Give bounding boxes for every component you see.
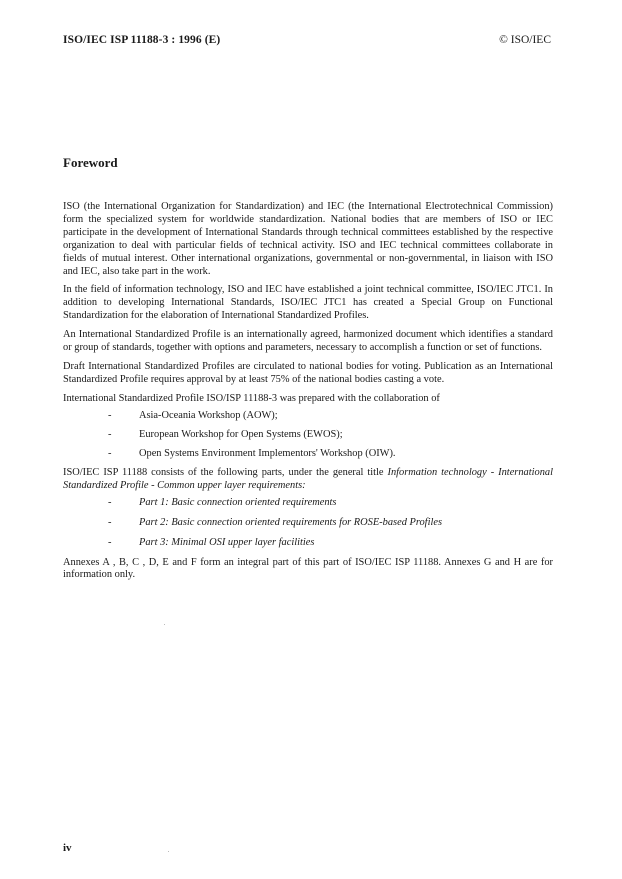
workshop-aow: Asia-Oceania Workshop (AOW);: [139, 409, 278, 421]
part-2: Part 2: Basic connection oriented requirements for ROSE-based Profiles: [139, 516, 443, 528]
parts-list: [63, 497, 553, 550]
list-item: [63, 517, 553, 530]
paragraph-voting: Draft International Standardized Profiles are circulated to national bodies for voting. Publication as an International Standardized Profile requires approval by at least 75% of the national bodies casting a vote.: [63, 360, 553, 385]
dash-bullet: -: [108, 409, 112, 421]
dash-bullet: -: [108, 447, 112, 459]
dash-bullet: -: [108, 496, 112, 508]
scan-speck: [168, 851, 169, 852]
general-title: Information technology - International Standardized Profile - Common upper layer requirements:: [63, 466, 553, 491]
dash-bullet: -: [108, 428, 112, 440]
scan-speck: [164, 624, 165, 625]
paragraph-iso-iec-intro: ISO (the International Organization for Standardization) and IEC (the International Electrotechnical Commission) form the specialized system for worldwide standardization. National bodies that are members of ISO or IEC participate in the development of International Standards through technical committees established by the respective organization to deal with particular fields of technical activity. ISO and IEC technical committees collaborate in fields of mutual interest. Other international organizations, governmental or non-governmental, in liaison with ISO and IEC, also take part in the work.: [63, 201, 553, 277]
part-3: Part 3: Minimal OSI upper layer facilities: [139, 536, 315, 548]
paragraph-parts-intro: [63, 467, 553, 493]
paragraph-isp-definition: An International Standardized Profile is an internationally agreed, harmonized document which identifies a standard or group of standards, together with options and parameters, necessary to accomplish a function or set of functions.: [63, 329, 553, 354]
list-item: [63, 448, 553, 461]
workshop-oiw: Open Systems Environment Implementors' Workshop (OIW).: [139, 447, 396, 459]
paragraph-jtc1: In the field of information technology, ISO and IEC have established a joint technical committee, ISO/IEC JTC1. In addition to developing International Standards, ISO/IEC JTC1 has created a Special Group on Functional Standardization for the elaboration of International Standardized Profiles.: [63, 284, 553, 322]
list-item: [63, 429, 553, 442]
list-item: [63, 497, 553, 510]
part-1: Part 1: Basic connection oriented requirements: [139, 496, 337, 508]
dash-bullet: -: [108, 516, 112, 528]
parts-intro-text: ISO/IEC ISP 11188 consists of the following parts, under the general title: [63, 466, 384, 478]
foreword-body: [63, 201, 553, 588]
document-identifier: ISO/IEC ISP 11188-3 : 1996 (E): [63, 34, 221, 46]
dash-bullet: -: [108, 536, 112, 548]
paragraph-annexes: Annexes A , B, C , D, E and F form an integral part of this part of ISO/IEC ISP 11188. Annexes G and H are for information only.: [63, 556, 553, 581]
paragraph-collaboration: International Standardized Profile ISO/ISP 11188-3 was prepared with the collaboration of: [63, 392, 440, 404]
list-item: [63, 537, 553, 550]
section-title: Foreword: [63, 155, 118, 170]
workshop-ewos: European Workshop for Open Systems (EWOS);: [139, 428, 343, 440]
list-item: [63, 410, 553, 423]
copyright-notice: © ISO/IEC: [499, 34, 551, 46]
workshop-list: [63, 410, 553, 461]
page-number: iv: [63, 842, 72, 854]
